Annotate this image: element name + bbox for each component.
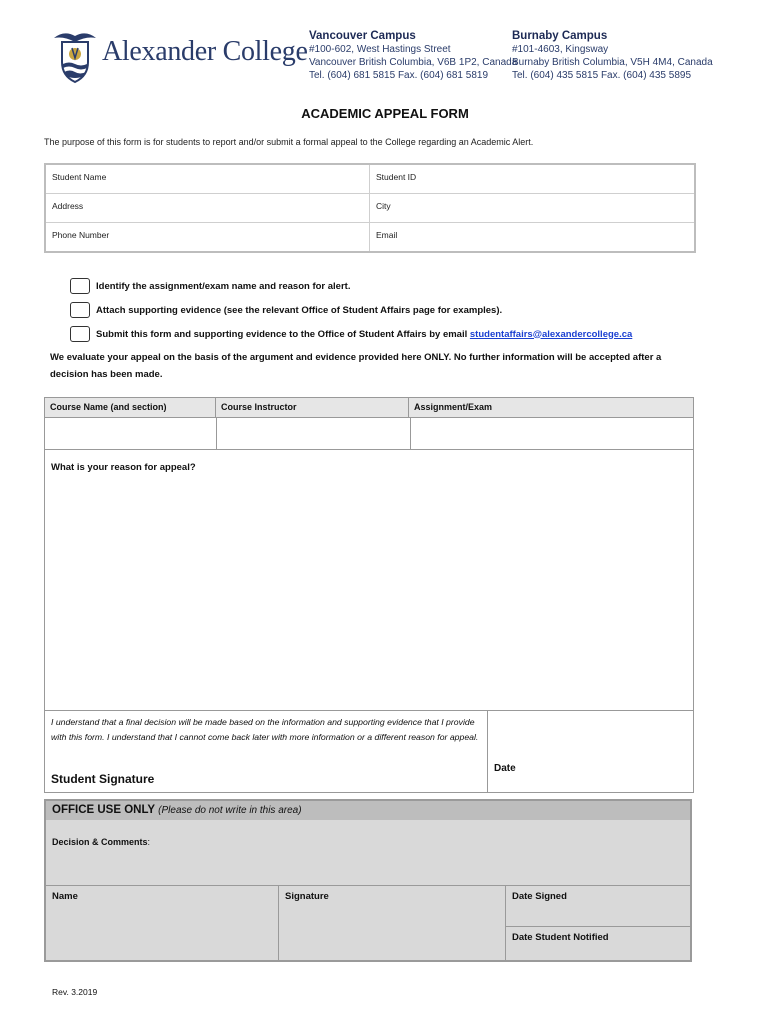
appeal-reason-label: What is your reason for appeal? (51, 462, 196, 473)
address-field[interactable]: Address (46, 194, 370, 222)
burnaby-campus-title: Burnaby Campus (512, 30, 608, 42)
decision-colon: : (147, 837, 151, 847)
student-id-field[interactable]: Student ID (376, 172, 417, 182)
office-use-note: (Please do not write in this area) (158, 805, 302, 816)
date-notified-field (506, 927, 690, 948)
burnaby-phone: Tel. (604) 435 5815 Fax. (604) 435 5895 (512, 70, 692, 81)
vancouver-address-line1: #100-602, West Hastings Street (309, 44, 451, 55)
email-field[interactable]: Email (376, 230, 398, 240)
college-logo (52, 28, 308, 84)
office-grid (46, 885, 690, 960)
college-crest-icon (52, 28, 98, 84)
date-label: Date (494, 763, 516, 774)
student-info-table (44, 163, 696, 253)
table-row (45, 418, 693, 450)
form-purpose: The purpose of this form is for students to report and/or submit a formal appeal to the College regarding an Academic Alert. (44, 137, 534, 147)
checklist-label-2: Attach supporting evidence (see the relevant Office of Student Affairs page for examples). (96, 304, 503, 316)
vancouver-campus-info (309, 30, 517, 82)
course-instructor-input[interactable] (217, 418, 411, 449)
office-dates (506, 886, 690, 960)
office-name-field (46, 886, 279, 960)
course-name-header: Course Name (and section) (45, 398, 216, 417)
table-header (45, 398, 693, 418)
checklist-label-3: Submit this form and supporting evidence to the Office of Student Affairs by email (96, 328, 470, 340)
evaluation-notice: We evaluate your appeal on the basis of the argument and evidence provided here ONLY. No further information will be accepted after a decision has been made. (50, 352, 662, 380)
date-signed-label: Date Signed (512, 891, 567, 902)
city-field[interactable]: City (376, 201, 391, 211)
table-row (46, 223, 694, 251)
student-name-field[interactable]: Student Name (46, 165, 370, 193)
office-use-section (44, 799, 692, 962)
revision-note: Rev. 3.2019 (52, 987, 98, 997)
burnaby-address-line2: Burnaby British Columbia, V5H 4M4, Canada (512, 57, 713, 68)
vancouver-address-line2: Vancouver British Columbia, V6B 1P2, Canada (309, 57, 518, 68)
assignment-exam-header: Assignment/Exam (414, 402, 493, 412)
burnaby-campus-info (512, 30, 713, 82)
checkbox-icon[interactable] (70, 326, 90, 342)
burnaby-address-line1: #101-4603, Kingsway (512, 44, 609, 55)
student-signature-label: Student Signature (51, 772, 155, 786)
student-affairs-email-link[interactable]: studentaffairs@alexandercollege.ca (469, 328, 633, 340)
vancouver-phone: Tel. (604) 681 5815 Fax. (604) 681 5819 (309, 70, 489, 81)
date-notified-label: Date Student Notified (512, 932, 609, 943)
checkbox-icon[interactable] (70, 278, 90, 294)
decision-comments-text: Decision & Comments (52, 837, 148, 847)
course-name-input[interactable] (45, 418, 217, 449)
course-instructor-header: Course Instructor (216, 398, 409, 417)
checklist-item-3 (70, 326, 632, 342)
office-signature-label: Signature (285, 891, 329, 902)
student-signature-field[interactable] (45, 711, 488, 792)
checklist-label-1: Identify the assignment/exam name and reason for alert. (96, 280, 351, 292)
table-row (46, 165, 694, 194)
logo-text: Alexander College (102, 36, 308, 67)
office-use-header (46, 801, 690, 820)
course-appeal-table (44, 397, 694, 793)
checkbox-icon[interactable] (70, 302, 90, 318)
decision-comments-label (52, 837, 150, 847)
checklist-item-1 (70, 278, 350, 294)
signature-row (45, 711, 693, 792)
office-signature-field (279, 886, 506, 960)
form-title: ACADEMIC APPEAL FORM (301, 106, 469, 121)
acknowledgement-text: I understand that a final decision will be made based on the information and supporting evidence that I provide with this form. I understand that I cannot come back later with more information or a different reason for appeal. (51, 717, 479, 742)
table-row (46, 194, 694, 223)
checklist-item-2 (70, 302, 502, 318)
vancouver-campus-title: Vancouver Campus (309, 30, 416, 42)
office-use-title: OFFICE USE ONLY (52, 804, 156, 816)
phone-field[interactable]: Phone Number (46, 223, 370, 251)
assignment-exam-input[interactable] (411, 418, 693, 449)
office-name-label: Name (52, 891, 78, 902)
date-field[interactable] (488, 711, 693, 792)
date-signed-field (506, 886, 690, 927)
appeal-reason-field[interactable] (45, 450, 693, 711)
